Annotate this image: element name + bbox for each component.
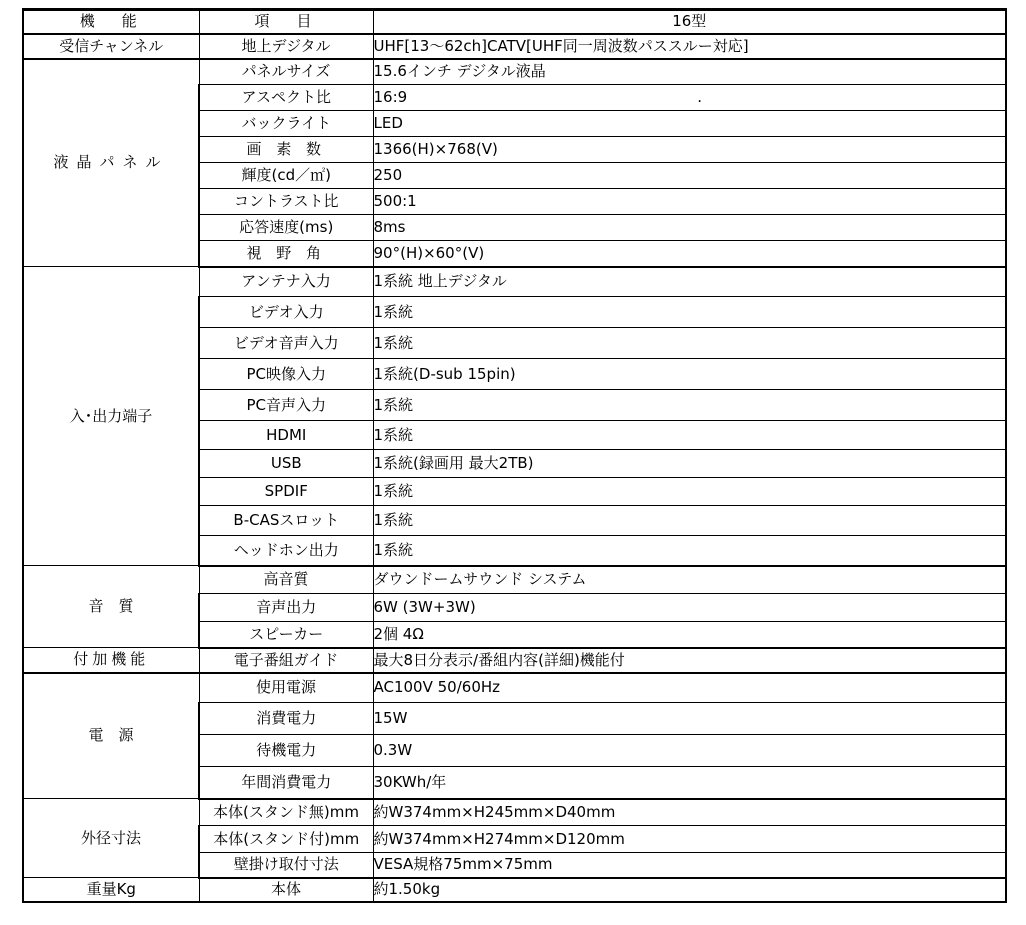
category-reception: 受信チャンネル [23, 34, 199, 59]
value-pixels: 1366(H)×768(V) [373, 137, 1006, 163]
item-headphone-output: ヘッドホン出力 [199, 536, 373, 566]
header-function: 機 能 [23, 10, 199, 34]
item-annual-power: 年間消費電力 [199, 767, 373, 799]
spec-table-header [23, 10, 1006, 34]
item-epg: 電子番組ガイド [199, 648, 373, 673]
value-wall-mount: VESA規格75mm×75mm [373, 853, 1006, 878]
category-additional-features: 付加機能 [23, 648, 199, 673]
spec-table [22, 8, 1007, 903]
value-speaker: 2個 4Ω [373, 622, 1006, 648]
value-terrestrial-digital: UHF[13〜62ch]CATV[UHF同一周波数パススルー対応] [373, 34, 1006, 59]
value-power-consumption: 15W [373, 703, 1006, 735]
value-brightness: 250 [373, 163, 1006, 189]
item-bcas-slot: B-CASスロット [199, 506, 373, 536]
item-brightness: 輝度(cd／㎡) [199, 163, 373, 189]
value-hdmi: 1系統 [373, 421, 1006, 450]
value-pc-audio-input: 1系統 [373, 390, 1006, 421]
item-standby-power: 待機電力 [199, 735, 373, 767]
item-pc-video-input: PC映像入力 [199, 359, 373, 390]
category-power: 電 源 [23, 673, 199, 799]
value-video-audio-input: 1系統 [373, 328, 1006, 359]
item-wall-mount: 壁掛け取付寸法 [199, 853, 373, 878]
item-panel-size: パネルサイズ [199, 59, 373, 85]
item-body-weight: 本体 [199, 878, 373, 902]
header-item: 項 目 [199, 10, 373, 34]
item-terrestrial-digital: 地上デジタル [199, 34, 373, 59]
value-headphone-output: 1系統 [373, 536, 1006, 566]
item-backlight: バックライト [199, 111, 373, 137]
value-panel-size: 15.6インチ デジタル液晶 [373, 59, 1006, 85]
category-sound: 音 質 [23, 566, 199, 648]
item-pc-audio-input: PC音声入力 [199, 390, 373, 421]
item-viewing-angle: 視 野 角 [199, 241, 373, 267]
value-annual-power: 30KWh/年 [373, 767, 1006, 799]
category-lcd-panel-label: 液晶パネル [53, 153, 169, 172]
value-audio-output: 6W (3W+3W) [373, 594, 1006, 622]
value-aspect-ratio-text: 16:9 [373, 88, 408, 106]
item-speaker: スピーカー [199, 622, 373, 648]
value-body-without-stand: 約W374mm×H245mm×D40mm [373, 799, 1006, 826]
header-model: 16型 [373, 10, 1006, 34]
value-spdif: 1系統 [373, 478, 1006, 506]
item-audio-output: 音声出力 [199, 594, 373, 622]
value-response-time: 8ms [373, 215, 1006, 241]
value-backlight: LED [373, 111, 1006, 137]
category-io-terminals: 入･出力端子 [23, 267, 199, 566]
item-antenna-input: アンテナ入力 [199, 267, 373, 297]
item-power-consumption: 消費電力 [199, 703, 373, 735]
item-contrast: コントラスト比 [199, 189, 373, 215]
item-pixels: 画 素 数 [199, 137, 373, 163]
item-video-input: ビデオ入力 [199, 297, 373, 328]
value-body-with-stand: 約W374mm×H274mm×D120mm [373, 826, 1006, 853]
value-usb: 1系統(録画用 最大2TB) [373, 450, 1006, 478]
item-response-time: 応答速度(ms) [199, 215, 373, 241]
value-power-supply: AC100V 50/60Hz [373, 673, 1006, 703]
item-spdif: SPDIF [199, 478, 373, 506]
value-high-quality-sound: ダウンドームサウンド システム [373, 566, 1006, 594]
value-viewing-angle: 90°(H)×60°(V) [373, 241, 1006, 267]
item-body-with-stand: 本体(スタンド付)mm [199, 826, 373, 853]
item-hdmi: HDMI [199, 421, 373, 450]
item-body-without-stand: 本体(スタンド無)mm [199, 799, 373, 826]
category-lcd-panel [23, 59, 199, 267]
value-epg: 最大8日分表示/番組内容(詳細)機能付 [373, 648, 1006, 673]
value-bcas-slot: 1系統 [373, 506, 1006, 536]
item-usb: USB [199, 450, 373, 478]
item-aspect-ratio: アスペクト比 [199, 85, 373, 111]
value-pc-video-input: 1系統(D-sub 15pin) [373, 359, 1006, 390]
value-contrast: 500:1 [373, 189, 1006, 215]
value-video-input: 1系統 [373, 297, 1006, 328]
category-dimensions: 外径寸法 [23, 799, 199, 878]
item-high-quality-sound: 高音質 [199, 566, 373, 594]
value-body-weight: 約1.50kg [373, 878, 1006, 902]
item-video-audio-input: ビデオ音声入力 [199, 328, 373, 359]
item-power-supply: 使用電源 [199, 673, 373, 703]
value-aspect-ratio [373, 85, 1006, 111]
value-standby-power: 0.3W [373, 735, 1006, 767]
category-weight: 重量Kg [23, 878, 199, 902]
value-aspect-ratio-mark: . [697, 88, 702, 106]
value-antenna-input: 1系統 地上デジタル [373, 267, 1006, 297]
